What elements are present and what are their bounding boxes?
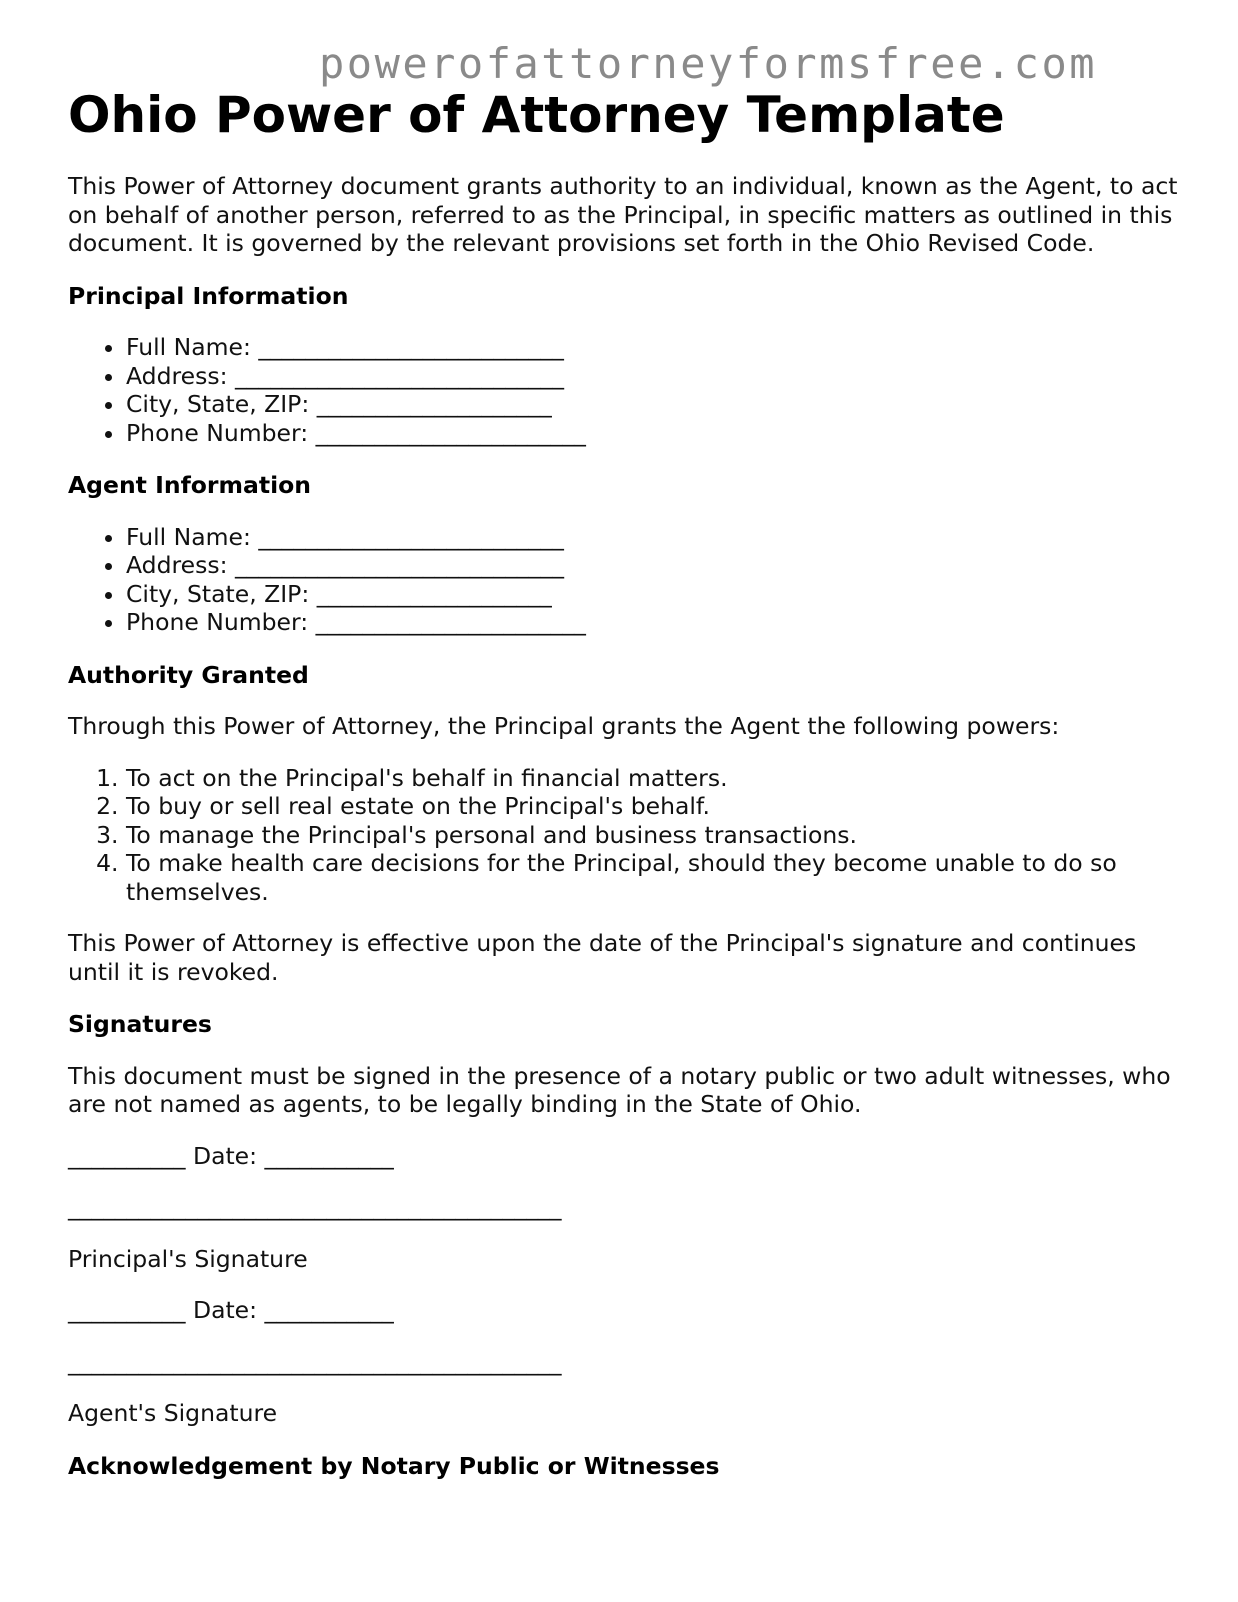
principal-full-name-field: • Full Name: __________________________ <box>126 333 1178 362</box>
acknowledgement-heading: Acknowledgement by Notary Public or Witnesses <box>68 1451 720 1480</box>
authority-heading: Authority Granted <box>68 660 309 689</box>
principal-address-field: • Address: ____________________________ <box>126 362 1178 391</box>
agent-full-name-field: • Full Name: __________________________ <box>126 523 1178 552</box>
agent-heading: Agent Information <box>68 471 312 499</box>
signatures-heading: Signatures <box>68 1010 212 1038</box>
agent-signature-label: Agent's Signature <box>68 1399 278 1427</box>
intro-paragraph: This Power of Attorney document grants authority to an individual, known as the Agent, to act on behalf of another person, referred to as the Principal, in specific matters as outlined in this document. It is governed by the relevant provisions set forth in the Ohio Revised Code. <box>68 172 1178 257</box>
powers-list <box>68 764 1178 907</box>
power-item: 2. To buy or sell real estate on the Principal's behalf. <box>126 792 1178 821</box>
principal-date-line: __________ Date: ___________ <box>68 1141 394 1170</box>
principal-fields-list <box>68 333 1178 447</box>
principal-phone-field: • Phone Number: _______________________ <box>126 419 1178 448</box>
principal-city-state-zip-field: • City, State, ZIP: ____________________ <box>126 390 1178 419</box>
agent-phone-field: • Phone Number: _______________________ <box>126 608 1178 637</box>
effective-paragraph: This Power of Attorney is effective upon the date of the Principal's signature and continues until it is revoked. <box>68 929 1137 986</box>
principal-heading: Principal Information <box>68 281 349 310</box>
power-item: 3. To manage the Principal's personal and business transactions. <box>126 821 1178 850</box>
agent-signature-line: __________________________________________ <box>68 1347 562 1376</box>
document <box>68 84 1178 1480</box>
agent-city-state-zip-field: • City, State, ZIP: ____________________ <box>126 580 1178 609</box>
page-title: Ohio Power of Attorney Template <box>68 86 1005 144</box>
power-item: 1. To act on the Principal's behalf in financial matters. <box>126 764 1178 793</box>
principal-signature-label: Principal's Signature <box>68 1244 308 1273</box>
agent-address-field: • Address: ____________________________ <box>126 551 1178 580</box>
agent-fields-list <box>68 523 1178 637</box>
principal-signature-line: __________________________________________ <box>68 1193 562 1221</box>
watermark: powerofattorneyformsfree.com <box>319 39 1098 88</box>
authority-lead: Through this Power of Attorney, the Principal grants the Agent the following powers: <box>68 712 1060 740</box>
signatures-paragraph: This document must be signed in the presence of a notary public or two adult witnesses, who are not named as agents, to be legally binding in the State of Ohio. <box>68 1061 1171 1118</box>
power-item: 4. To make health care decisions for the Principal, should they become unable to do so themselves. <box>126 849 1178 906</box>
agent-date-line: __________ Date: ___________ <box>68 1296 394 1324</box>
